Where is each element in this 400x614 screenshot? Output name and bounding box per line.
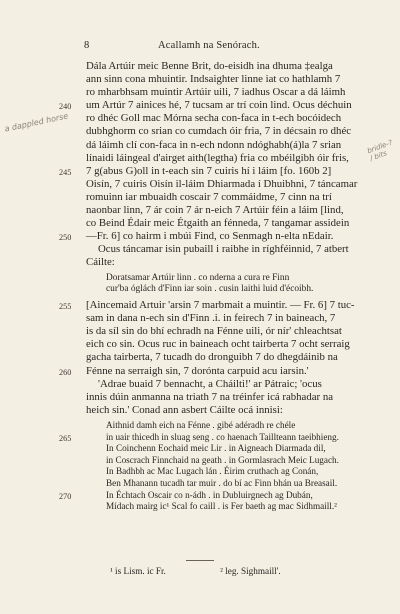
- footnote-1: ¹ is Lism. ic Fr.: [110, 566, 166, 576]
- text-line: [86, 391, 378, 404]
- text-line: [86, 152, 378, 165]
- footnote-rule: [186, 560, 214, 561]
- verse-line: [106, 455, 378, 467]
- footnotes: [110, 566, 333, 576]
- text-line: [86, 73, 378, 86]
- line-text: naonbar linn, 7 ár coin 7 ár n-eich 7 Artúir féin a láim [lind,: [86, 204, 344, 217]
- line-text: —Fr. 6] co hairm i mbúi Find, co Senmagh n-elta nEdair.: [86, 230, 334, 243]
- text-line: [86, 351, 378, 364]
- verse-text: Mídach mairg ic¹ Scal fo caill . is Fer baeth ag mac Sidhmaill.²: [106, 501, 337, 512]
- line-text: um Artúr 7 ainices hé, 7 tucsam ar trí coin lind. Ocus déchuin: [86, 99, 352, 112]
- line-number: 260: [59, 367, 72, 377]
- text-line: [86, 112, 378, 125]
- text-line: [86, 404, 378, 417]
- line-text: is da síl sin do bhí echradh na Fénne uili, ór nír' chleachtsat: [86, 325, 342, 338]
- text-line: [86, 378, 378, 391]
- line-number: 270: [59, 491, 72, 501]
- line-text: 7 g(abus G)oll in t-each sin 7 cuiris hí i láim [fo. 160b 2]: [86, 164, 332, 177]
- verse-line: [106, 501, 378, 513]
- text-line: [86, 256, 378, 269]
- text-line: [86, 139, 378, 152]
- verse-text: In Badhbh ac Mac Lugach lán . Éirim cruthach ag Conán,: [106, 466, 319, 477]
- verse-poem: [59, 419, 378, 513]
- text-line: [86, 204, 378, 217]
- verse-text: Ben Mhanann tucadh tar muir . do bí ac Finn bhán ua Breasail.: [106, 477, 338, 488]
- line-text: Dála Artúir meic Benne Brit, do-eisidh ina dhuma ‡ealga: [86, 60, 333, 72]
- page-number: 8: [84, 40, 90, 51]
- text-line: [59, 299, 378, 312]
- line-text: ann sinn cona mhuintir. Indsaighter linne iat co hathlamh 7: [86, 73, 341, 86]
- text-line: [59, 364, 378, 378]
- line-text: romuinn iar mbuaidh coscair 7 commáidme, 7 cinn na trí: [86, 190, 332, 203]
- line-text: innis dúin anmanna na triath 7 na tréinfer icá rabhadar na: [86, 390, 334, 403]
- line-text: sam in dana n-ech sin d'Finn .i. in feirech 7 in baineach, 7: [86, 312, 336, 325]
- line-text: Fénne na serraigh sin, 7 doróntа carpuid acu iarsin.': [86, 364, 309, 377]
- line-text: Cáilte:: [86, 256, 115, 269]
- line-text: dá láimh clí con-faca in n-ech ndonn ndóghabh(á)la 7 srian: [86, 138, 342, 151]
- text-line: [86, 312, 378, 325]
- verse-line: [106, 443, 378, 455]
- line-text: línaidi láingeal d'airget aith(legtha) fria co mbéilgibh óir fris,: [86, 151, 349, 164]
- verse-text: in uair thicedh in sluag seng . co haenach Taillteann taeibhieng.: [106, 431, 339, 442]
- text-line: [86, 191, 378, 204]
- running-title: Acallamh na Senórach.: [158, 40, 260, 51]
- text-line: [59, 164, 378, 178]
- verse-line: [59, 489, 378, 502]
- margin-note-right: bridle-? / bits: [366, 138, 394, 163]
- verse-line: [106, 478, 378, 490]
- line-text: ro mharbhsam muintir Artúir uili, 7 iadhus Oscar a dá láimh: [86, 86, 346, 99]
- line-text: 'Adrae buaid 7 bennacht, a Cháilti!' ar Pátraic; 'ocus: [98, 377, 322, 390]
- line-text: heich sin.' Conad ann asbert Cáilte ocá innisi:: [86, 403, 283, 416]
- line-text: Ocus táncamar isin pubaill i raibhe in ríghféinnid, 7 atbert: [98, 243, 349, 256]
- line-text: ro dhéc Goll mac Mórna secha con-faca in t-ech bocóidech: [86, 112, 342, 125]
- text-line: [86, 217, 378, 230]
- text-line: [86, 86, 378, 99]
- verse-line: [106, 466, 378, 478]
- verse-quatrain: [86, 273, 378, 297]
- verse-line: [59, 431, 378, 444]
- line-number: 265: [59, 433, 72, 443]
- verse-text: In Échtach Oscair co n-ádh . in Dubluirgnech ag Dubán,: [106, 489, 313, 500]
- text-line: [86, 338, 378, 351]
- verse-line: cur'ba óglách d'Finn iar soin . cusin laithi luid d'écoibh.: [106, 284, 314, 295]
- line-number: 255: [59, 302, 72, 312]
- line-text: eich co sin. Ocus ruc in baineach ocht tairberta 7 ocht serraig: [86, 338, 350, 351]
- line-number: 240: [59, 102, 72, 112]
- text-line: [59, 99, 378, 112]
- verse-text: In Coinchenn Eochaid meic Lir . in Aigneach Diarmada dil,: [106, 443, 326, 454]
- verse-text: in Coscrach Finnchaid na geath . in Gormlasrach Meic Lugach.: [106, 454, 339, 465]
- text-line: [59, 230, 378, 243]
- verse-line: Doratsamar Artúir linn . co nderna a cura re Finn: [106, 272, 290, 283]
- text-line: [86, 178, 378, 191]
- main-text: [59, 60, 378, 516]
- text-line: [86, 60, 378, 73]
- text-line: [86, 125, 378, 138]
- line-text: gacha tairberta, 7 tucadh do dronguibh 7 do dhegdáinib na: [86, 351, 338, 364]
- text-line: [86, 325, 378, 338]
- text-line: [86, 243, 378, 256]
- footnote-2: ² leg. Sighmaill'.: [220, 566, 281, 576]
- line-text: [Aincemaid Artuir 'arsin 7 marbmait a muintir. — Fr. 6] 7 tuc-: [86, 299, 355, 312]
- line-number: 245: [59, 167, 72, 177]
- line-text: co Beind Édair meic Étgaith an fénneda, 7 tangamar assidein: [86, 217, 350, 230]
- margin-note-left: a dappled horse: [3, 111, 69, 134]
- line-number: 250: [59, 233, 72, 243]
- line-text: dubhghorm co srian co cumdach óir fria, 7 in décsain ro dhéc: [86, 125, 352, 138]
- verse-line: [106, 420, 378, 432]
- verse-text: Aithnid damh eich na Fénne . gibé adéradh re chéle: [106, 419, 296, 430]
- line-text: Oisín, 7 cuiris Oisín il-láim Dhiarmada í Dhuibhni, 7 táncamar: [86, 177, 358, 190]
